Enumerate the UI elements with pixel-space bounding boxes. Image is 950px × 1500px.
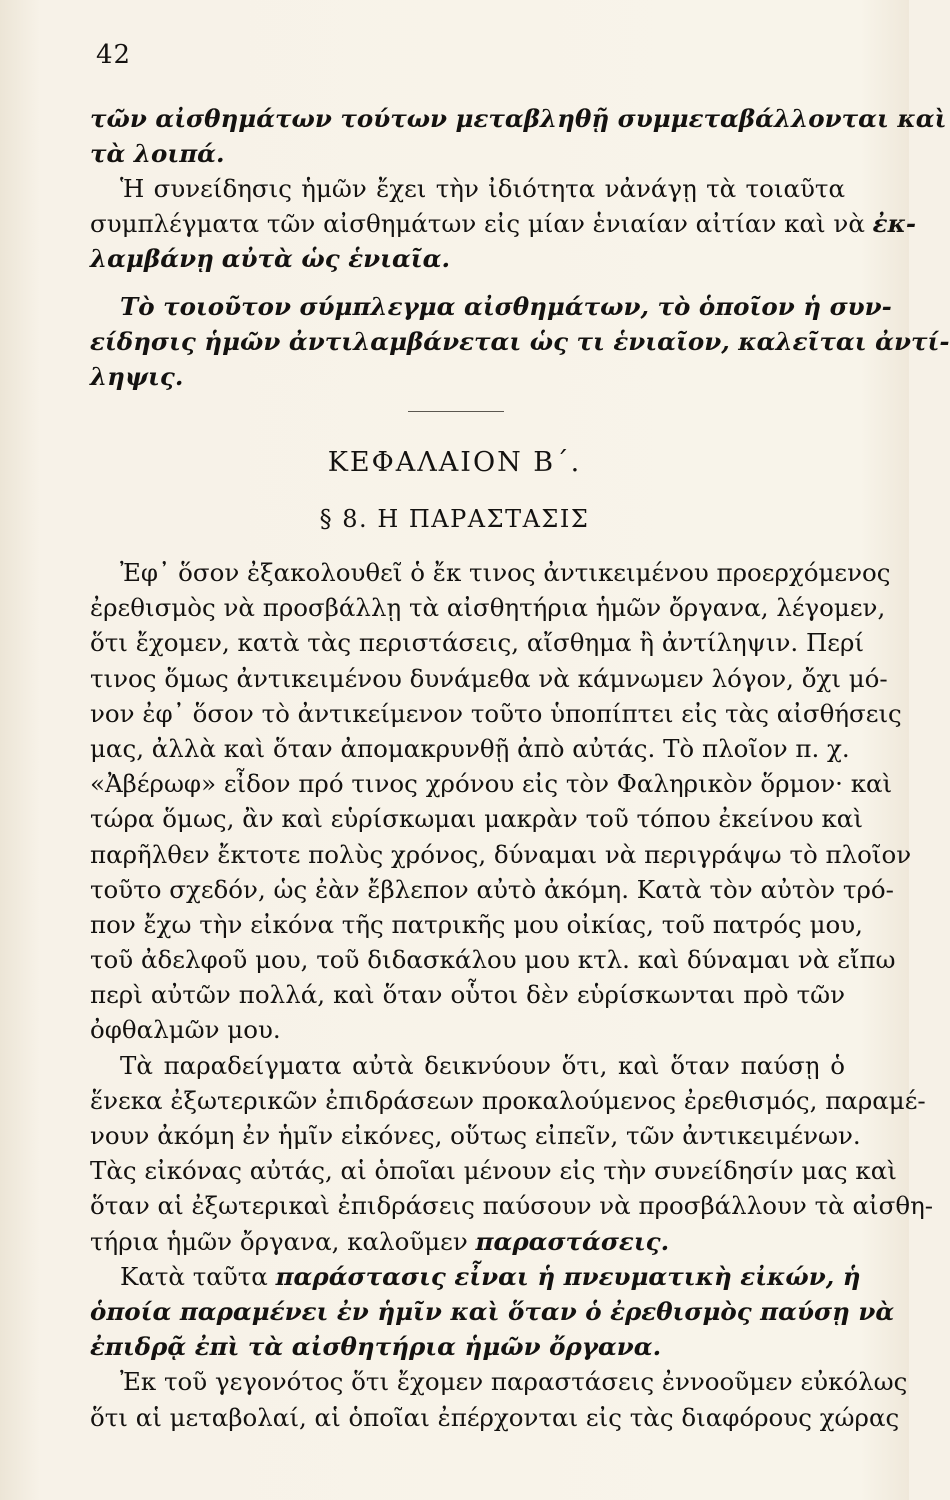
text-line: Τὸ τοιοῦτον σύμπλεγμα αἰσθημάτων, τὸ ὁποῖον ἡ συν- — [120, 292, 892, 321]
text-line: Κατὰ ταῦτα παράστασις εἶναι ἡ πνευματικὴ εἰκών, ἡ — [120, 1261, 861, 1291]
paragraph-consciousness — [90, 171, 917, 277]
body-text — [90, 555, 934, 1435]
text-line: τὰ λοιπά. — [90, 139, 225, 169]
page-number: 42 — [96, 40, 132, 70]
section-divider — [408, 411, 504, 412]
text-line: «Ἀβέρωφ» εἶδον πρό τινος χρόνου εἰς τὸν Φαληρικὸν ὅρμον· καὶ — [90, 769, 893, 799]
continuation-text — [90, 101, 947, 171]
text-line: ὁποία παραμένει ἐν ἡμῖν καὶ ὅταν ὁ ἐρεθισμὸς παύσῃ νὰ — [90, 1296, 895, 1326]
text-line: ὅτι ἔχομεν, κατὰ τὰς περιστάσεις, αἴσθημα ἢ ἀντίληψιν. Περί — [90, 628, 865, 658]
text-line: νον ἐφ᾽ ὅσον τὸ ἀντικείμενον τοῦτο ὑποπίπτει εἰς τὰς αἰσθήσεις — [90, 698, 902, 728]
text-line: ἐρεθισμὸς νὰ προσβάλλῃ τὰ αἰσθητήρια ἡμῶν ὄργανα, λέγομεν, — [90, 593, 886, 623]
text-line: ὀφθαλμῶν μου. — [90, 1015, 281, 1045]
text-line: ἐπιδρᾷ ἐπὶ τὰ αἰσθητήρια ἡμῶν ὄργανα. — [90, 1332, 662, 1362]
text-line: νουν ἀκόμη ἐν ἡμῖν εἰκόνες, οὕτως εἰπεῖν, τῶν ἀντικειμένων. — [90, 1121, 861, 1150]
text-line: παρῆλθεν ἔκτοτε πολὺς χρόνος, δύναμαι νὰ περιγράψω τὸ πλοῖον — [90, 839, 912, 869]
definition-perception — [90, 289, 950, 395]
text-line: ληψις. — [90, 362, 184, 392]
text-line: Ἡ συνείδησις ἡμῶν ἔχει τὴν ἰδιότητα νἀνάγῃ τὰ τοιαῦτα — [120, 174, 845, 203]
text-line: πον ἔχω τὴν εἰκόνα τῆς πατρικῆς μου οἰκίας, τοῦ πατρός μου, — [90, 909, 863, 939]
text-line: τινος ὅμως ἀντικειμένου δυνάμεθα νὰ κάμνωμεν λόγον, ὄχι μό- — [90, 663, 888, 693]
text-line: τήρια ἡμῶν ὄργανα, καλοῦμεν παραστάσεις. — [90, 1226, 670, 1256]
text-line: συμπλέγματα τῶν αἰσθημάτων εἰς μίαν ἑνιαίαν αἰτίαν καὶ νὰ ἐκ- — [90, 209, 917, 239]
text-line: περὶ αὐτῶν πολλά, καὶ ὅταν οὗτοι δὲν εὑρίσκωνται πρὸ τῶν — [90, 980, 845, 1010]
text-line: ἕνεκα ἐξωτερικῶν ἐπιδράσεων προκαλούμενος ἐρεθισμός, παραμέ- — [90, 1085, 926, 1115]
text-line: τοῦτο σχεδόν, ὡς ἐὰν ἔβλεπον αὐτὸ ἀκόμη. Κατὰ τὸν αὐτὸν τρό- — [90, 874, 894, 904]
text-line: λαμβάνῃ αὐτὰ ὡς ἑνιαῖα. — [90, 244, 451, 274]
text-line: ὅτι αἱ μεταβολαί, αἱ ὁποῖαι ἐπέρχονται εἰς τὰς διαφόρους χώρας — [90, 1402, 900, 1432]
text-line: Τὰ παραδείγματα αὐτὰ δεικνύουν ὅτι, καὶ ὅταν παύσῃ ὁ — [120, 1050, 845, 1080]
text-line: τώρα ὅμως, ἂν καὶ εὑρίσκωμαι μακρὰν τοῦ τόπου ἐκείνου καὶ — [90, 804, 863, 834]
text-line: τοῦ ἀδελφοῦ μου, τοῦ διδασκάλου μου κτλ. καὶ δύναμαι νὰ εἴπω — [90, 945, 896, 975]
section-heading: § 8. Η ΠΑΡΑΣΤΑΣΙΣ — [319, 505, 590, 533]
text-line: Ἐκ τοῦ γεγονότος ὅτι ἔχομεν παραστάσεις ἐννοοῦμεν εὐκόλως — [120, 1367, 908, 1397]
text-line: Τὰς εἰκόνας αὐτάς, αἱ ὁποῖαι μένουν εἰς τὴν συνείδησίν μας καὶ — [90, 1156, 897, 1186]
text-line: είδησις ἡμῶν ἀντιλαμβάνεται ὡς τι ἑνιαῖον, καλεῖται ἀντί- — [90, 327, 950, 357]
text-line: μας, ἀλλὰ καὶ ὅταν ἀπομακρυνθῇ ἀπὸ αὐτάς. Τὸ πλοῖον π. χ. — [90, 733, 850, 763]
text-line: τῶν αἰσθημάτων τούτων μεταβληθῇ συμμεταβάλλονται καὶ — [90, 104, 947, 133]
chapter-heading: ΚΕΦΑΛΑΙΟΝ Β΄. — [327, 447, 582, 478]
text-line: ὅταν αἱ ἐξωτερικαὶ ἐπιδράσεις παύσουν νὰ προσβάλλουν τὰ αἰσθη- — [90, 1191, 934, 1221]
text-line: Ἐφ᾽ ὅσον ἐξακολουθεῖ ὁ ἔκ τινος ἀντικειμένου προερχόμενος — [120, 558, 891, 587]
